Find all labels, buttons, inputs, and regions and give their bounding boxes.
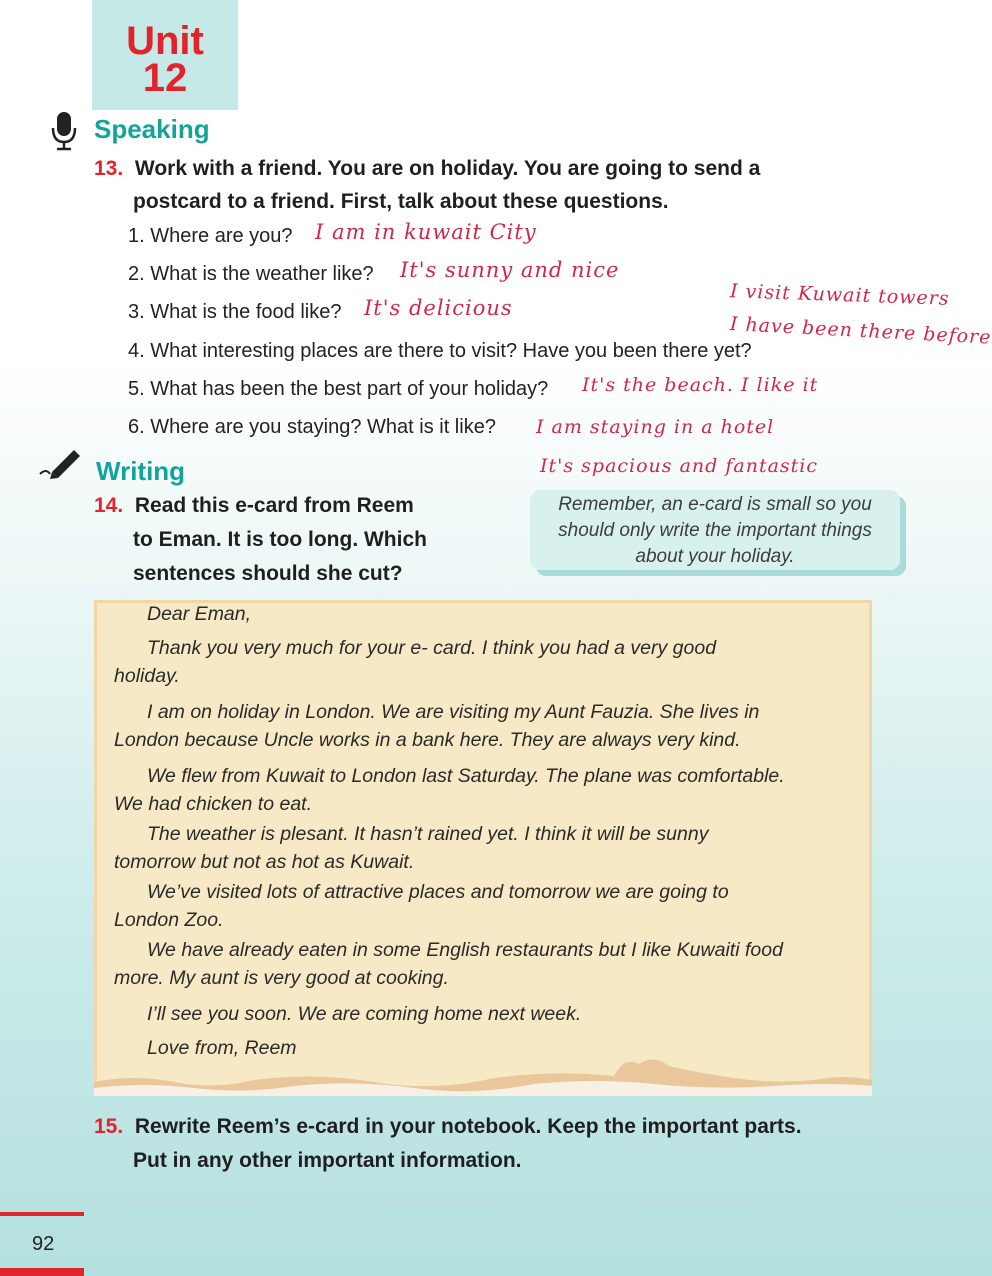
ecard-line: We’ve visited lots of attractive places and tomorrow we are going to xyxy=(147,881,729,903)
ecard-paragraph xyxy=(114,936,859,992)
ecard-line: We have already eaten in some English restaurants but I like Kuwaiti food xyxy=(147,939,783,961)
tip-line: about your holiday. xyxy=(635,546,795,567)
ecard-paragraph xyxy=(114,878,859,934)
page-number: 92 xyxy=(32,1233,55,1255)
instruction-line: Put in any other important information. xyxy=(133,1149,522,1172)
answer-4-line-2: I have been there before xyxy=(729,313,992,349)
exercise-15-instruction xyxy=(94,1110,954,1178)
exercise-15-number: 15. xyxy=(94,1115,124,1138)
exercise-13-number: 13. xyxy=(94,157,124,180)
writing-heading: Writing xyxy=(96,456,186,486)
question-5: 5. What has been the best part of your holiday? xyxy=(128,378,549,400)
instruction-line: to Eman. It is too long. Which xyxy=(133,528,427,551)
instruction-line: Work with a friend. You are on holiday. You are going to send a xyxy=(134,157,761,180)
exercise-14-number: 14. xyxy=(94,494,124,517)
ecard-paragraph xyxy=(114,634,859,690)
answer-6-line-1: I am staying in a hotel xyxy=(536,416,775,438)
tip-box xyxy=(530,490,900,570)
ecard-line: holiday. xyxy=(114,665,180,687)
page-footer-bar xyxy=(0,1268,84,1276)
ecard-line: more. My aunt is very good at cooking. xyxy=(114,967,449,989)
tip-line: Remember, an e-card is small so you xyxy=(558,494,872,515)
question-4: 4. What interesting places are there to visit? Have you been there yet? xyxy=(128,340,752,362)
unit-tab xyxy=(92,0,238,110)
exercise-14-instruction xyxy=(94,489,494,591)
question-2: 2. What is the weather like? xyxy=(128,263,374,285)
question-1: 1. Where are you? xyxy=(128,225,293,247)
instruction-line: sentences should she cut? xyxy=(133,562,403,585)
instruction-line: Read this e-card from Reem xyxy=(134,494,414,517)
answer-1: I am in kuwait City xyxy=(315,220,537,244)
unit-label: Unit xyxy=(126,19,204,63)
exercise-13-instruction xyxy=(94,152,894,218)
ecard-closing: Love from, Reem xyxy=(147,1037,297,1059)
ecard-paragraph xyxy=(114,762,859,818)
ecard-greeting: Dear Eman, xyxy=(147,603,252,625)
ecard-line: We flew from Kuwait to London last Saturday. The plane was comfortable. xyxy=(147,765,785,787)
instruction-line: postcard to a friend. First, talk about these questions. xyxy=(133,190,669,213)
unit-number: 12 xyxy=(142,56,188,100)
tip-line: should only write the important things xyxy=(558,520,872,541)
ecard-line: I’ll see you soon. We are coming home next week. xyxy=(147,1003,582,1025)
answer-6-line-2: It's spacious and fantastic xyxy=(540,455,819,477)
microphone-icon xyxy=(48,110,80,152)
answer-3: It's delicious xyxy=(364,296,513,320)
ecard-line: Thank you very much for your e- card. I think you had a very good xyxy=(147,637,717,659)
torn-edge-decoration xyxy=(94,1052,872,1096)
page-footer-rule xyxy=(0,1212,84,1216)
answer-2: It's sunny and nice xyxy=(400,258,620,282)
ecard-line: The weather is plesant. It hasn’t rained yet. I think it will be sunny xyxy=(147,823,709,845)
ecard-paragraph xyxy=(114,698,859,754)
question-6: 6. Where are you staying? What is it like? xyxy=(128,416,496,438)
ecard-line: tomorrow but not as hot as Kuwait. xyxy=(114,851,415,873)
ecard-paragraph xyxy=(114,820,859,876)
instruction-line: Rewrite Reem’s e-card in your notebook. Keep the important parts. xyxy=(134,1115,802,1138)
answer-5: It's the beach. I like it xyxy=(582,374,819,396)
pen-icon xyxy=(38,444,86,480)
ecard-line: London Zoo. xyxy=(114,909,224,931)
question-3: 3. What is the food like? xyxy=(128,301,342,323)
ecard-line: We had chicken to eat. xyxy=(114,793,313,815)
ecard-line: I am on holiday in London. We are visiting my Aunt Fauzia. She lives in xyxy=(147,701,760,723)
ecard xyxy=(94,600,872,1096)
speaking-heading: Speaking xyxy=(94,114,210,144)
ecard-line: London because Uncle works in a bank here. They are always very kind. xyxy=(114,729,741,751)
answer-4-line-1: I visit Kuwait towers xyxy=(729,280,950,310)
